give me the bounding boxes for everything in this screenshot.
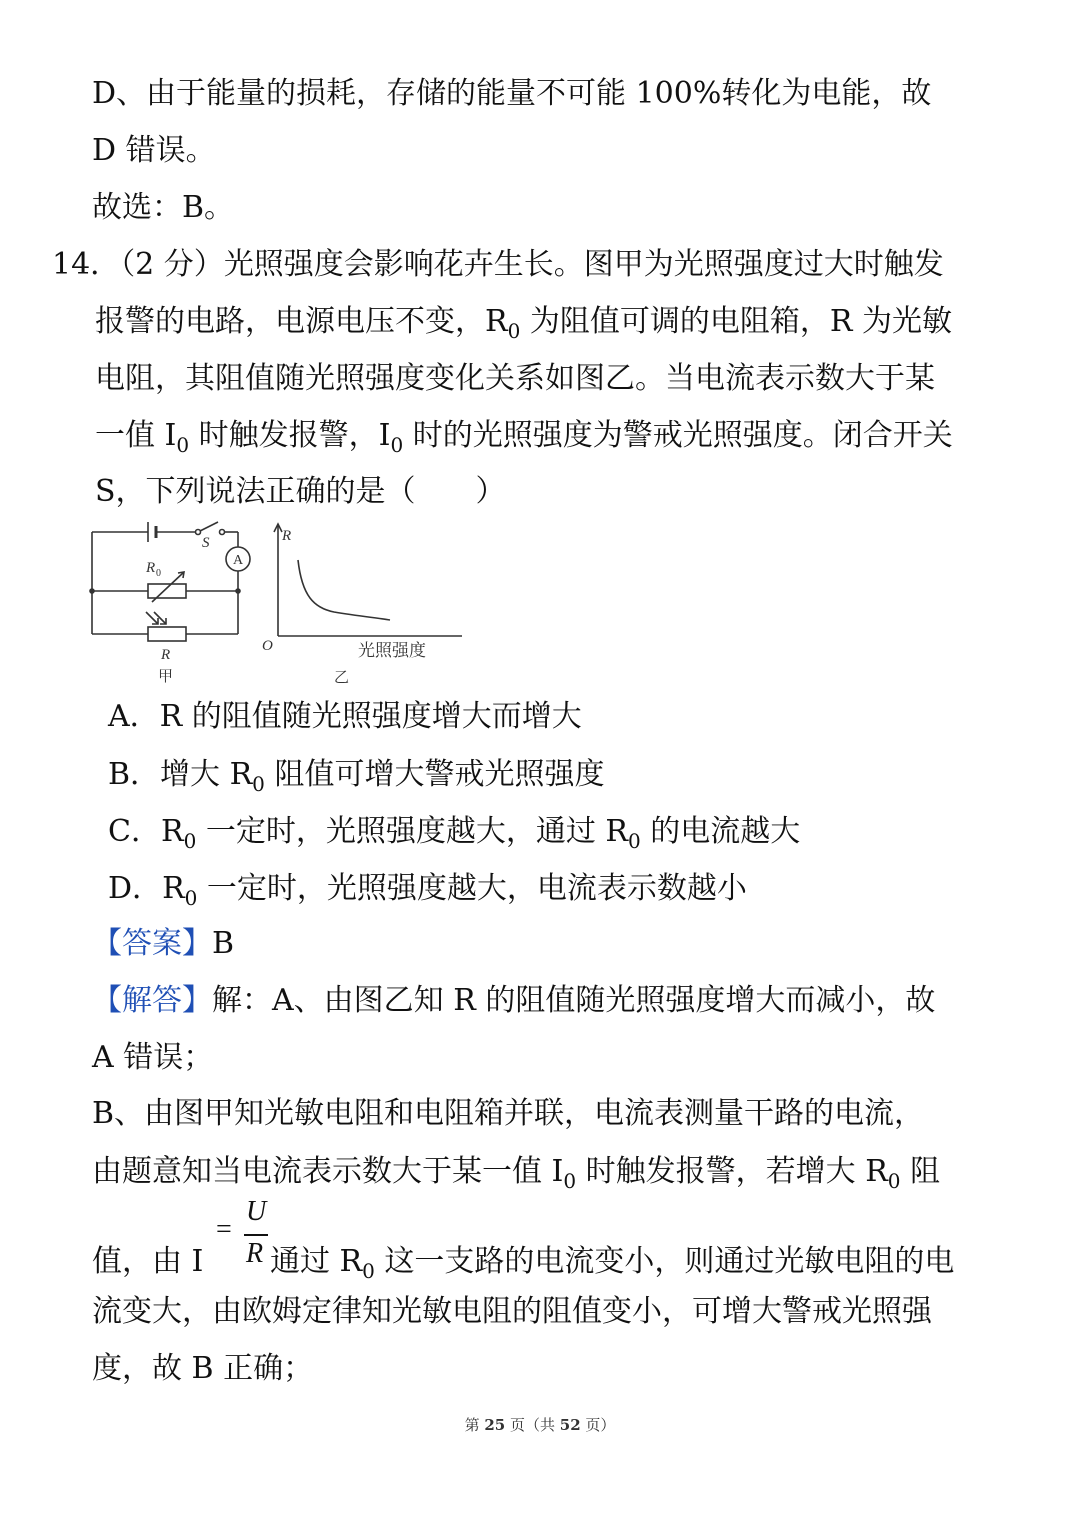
option-label: D． bbox=[108, 871, 163, 906]
question-line-2 bbox=[95, 302, 952, 351]
r-label: R bbox=[161, 647, 171, 663]
fraction-equals: = bbox=[216, 1214, 232, 1245]
resistance-curve bbox=[298, 560, 390, 620]
r-rect bbox=[148, 627, 186, 641]
junction bbox=[236, 589, 240, 593]
subscript: 0 bbox=[563, 1169, 577, 1193]
page-footer bbox=[0, 1414, 1080, 1435]
footer-text: 页（共 bbox=[505, 1416, 560, 1434]
subscript: 0 bbox=[252, 772, 265, 796]
prev-solution-choice: 故选：B。 bbox=[92, 190, 235, 225]
fraction-bar bbox=[244, 1234, 268, 1236]
r0-label: R bbox=[146, 560, 156, 576]
subscript: 0 bbox=[183, 829, 197, 853]
fraction-denominator: R bbox=[246, 1238, 264, 1269]
footer-total-pages: 52 bbox=[559, 1416, 581, 1434]
subscript: 0 bbox=[887, 1169, 901, 1193]
footer-text: 第 bbox=[464, 1416, 485, 1434]
analysis-tag: 【解答】 bbox=[92, 983, 212, 1018]
graph-caption: 乙 bbox=[334, 668, 350, 686]
circuit-diagram bbox=[90, 522, 250, 641]
analysis-text: 通过 R bbox=[270, 1244, 363, 1279]
option-text: 阻值可增大警戒光照强度 bbox=[264, 757, 605, 792]
option-label: B． bbox=[108, 757, 161, 792]
fraction-numerator: U bbox=[246, 1196, 267, 1227]
option-text: 的电流越大 bbox=[640, 814, 801, 849]
footer-page-number: 25 bbox=[484, 1416, 506, 1434]
analysis-line-2: A 错误； bbox=[92, 1040, 214, 1075]
option-text: R bbox=[160, 814, 184, 849]
analysis-line-1 bbox=[92, 981, 935, 1021]
graph bbox=[274, 524, 462, 636]
option-b bbox=[108, 755, 604, 804]
analysis-text: 这一支路的电流变小，则通过光敏电阻的电 bbox=[374, 1244, 955, 1279]
answer-line bbox=[92, 924, 234, 964]
question-line-4 bbox=[95, 416, 953, 465]
switch-contact bbox=[220, 530, 225, 535]
switch-blade bbox=[200, 522, 218, 531]
question-text-2a: 报警的电路，电源电压不变，R bbox=[95, 304, 508, 339]
subscript: 0 bbox=[362, 1259, 375, 1283]
analysis-line-5a: 值，由 I bbox=[92, 1244, 204, 1279]
switch-label: S bbox=[202, 535, 210, 551]
question-text-4b: 时触发报警，I bbox=[189, 418, 391, 453]
question-number: 14． bbox=[52, 247, 121, 282]
analysis-text: 由题意知当电流表示数大于某一值 I bbox=[92, 1154, 564, 1189]
circuit-caption: 甲 bbox=[158, 667, 174, 685]
subscript: 0 bbox=[176, 433, 190, 457]
analysis-line-7: 度，故 B 正确； bbox=[92, 1351, 314, 1386]
graph-x-label: 光照强度 bbox=[358, 641, 426, 661]
answer-value: B bbox=[212, 926, 235, 961]
subscript: 0 bbox=[627, 829, 641, 853]
subscript: 0 bbox=[390, 433, 404, 457]
r0-subscript: 0 bbox=[156, 568, 161, 579]
option-text: R 的阻值随光照强度增大而增大 bbox=[159, 699, 582, 734]
question-line-1 bbox=[52, 245, 944, 285]
figure-svg bbox=[88, 516, 468, 688]
graph-origin-label: O bbox=[262, 638, 273, 654]
r0-rect bbox=[148, 584, 186, 598]
option-c bbox=[108, 812, 800, 861]
option-label: C． bbox=[108, 814, 161, 849]
option-text: 增大 R bbox=[160, 757, 253, 792]
question-figure bbox=[88, 516, 468, 692]
prev-solution-line-1: D、由于能量的损耗，存储的能量不可能 100%转化为电能，故 bbox=[92, 76, 932, 111]
analysis-line-4 bbox=[92, 1152, 940, 1201]
option-d bbox=[108, 869, 747, 918]
subscript: 0 bbox=[507, 319, 521, 343]
analysis-line-3: B、由图甲知光敏电阻和电阻箱并联，电流表测量干路的电流， bbox=[92, 1096, 925, 1131]
question-score: （2 分） bbox=[120, 247, 224, 282]
analysis-line-6: 流变大，由欧姆定律知光敏电阻的阻值变小，可增大警戒光照强 bbox=[92, 1294, 932, 1329]
analysis-line-5b bbox=[270, 1242, 954, 1291]
question-line-5: S，下列说法正确的是（ ） bbox=[95, 474, 506, 509]
option-a bbox=[108, 697, 582, 737]
option-text: 一定时，光照强度越大，电流表示数越小 bbox=[197, 871, 747, 906]
analysis-text: 解：A、由图乙知 R 的阻值随光照强度增大而减小，故 bbox=[212, 983, 936, 1018]
ammeter-label: A bbox=[233, 553, 244, 568]
option-text: R bbox=[162, 871, 185, 906]
question-text-1: 光照强度会影响花卉生长。图甲为光照强度过大时触发 bbox=[223, 247, 944, 282]
analysis-text: 时触发报警，若增大 R bbox=[576, 1154, 888, 1189]
question-text-4c: 时的光照强度为警戒光照强度。闭合开关 bbox=[403, 418, 953, 453]
answer-tag: 【答案】 bbox=[92, 926, 212, 961]
question-text-4a: 一值 I bbox=[95, 418, 177, 453]
analysis-text: 阻 bbox=[900, 1154, 941, 1189]
prev-solution-line-2: D 错误。 bbox=[92, 133, 216, 168]
question-line-3: 电阻，其阻值随光照强度变化关系如图乙。当电流表示数大于某 bbox=[95, 361, 935, 396]
subscript: 0 bbox=[184, 886, 198, 910]
question-text-2b: 为阻值可调的电阻箱，R 为光敏 bbox=[520, 304, 952, 339]
graph-y-label: R bbox=[282, 528, 292, 544]
junction bbox=[90, 589, 94, 593]
option-label: A． bbox=[108, 699, 160, 734]
footer-text: 页） bbox=[580, 1416, 616, 1434]
option-text: 一定时，光照强度越大，通过 R bbox=[196, 814, 628, 849]
